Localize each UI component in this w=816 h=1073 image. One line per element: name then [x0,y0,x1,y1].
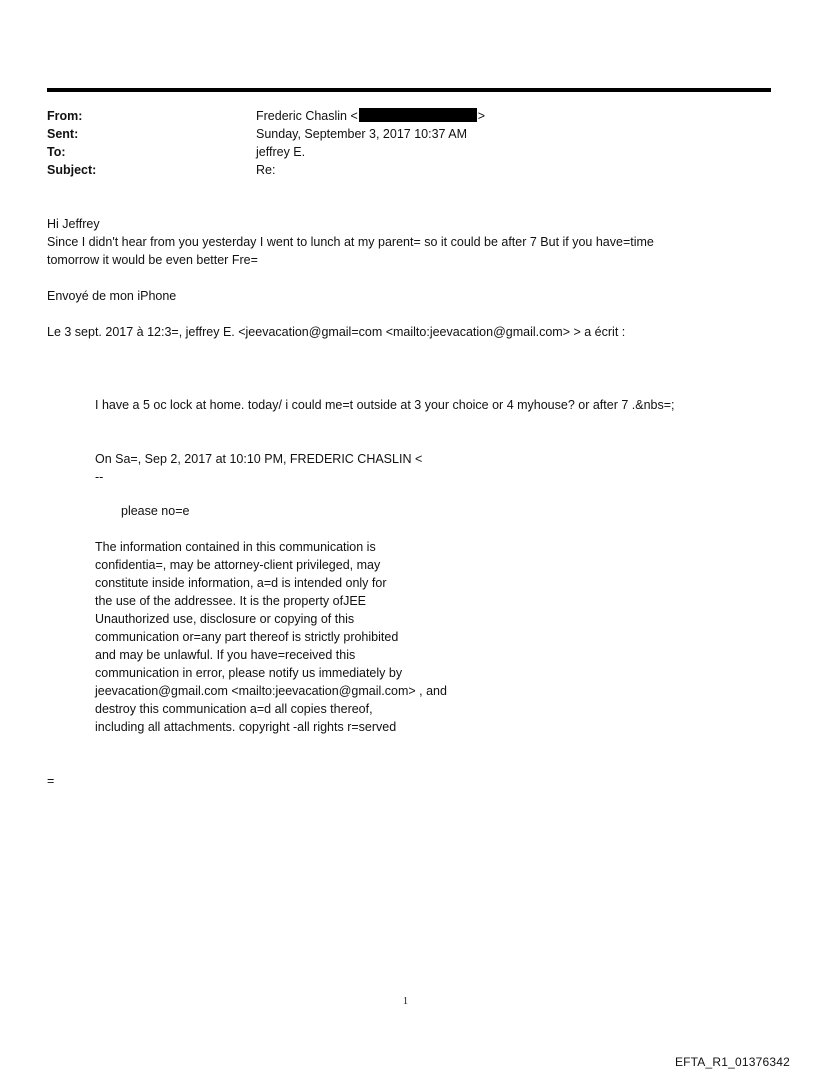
body-line-1: Since I didn't hear from you yesterday I went to lunch at my parent= so it could be after 7 But if you have=time [47,235,654,249]
sent-value: Sunday, September 3, 2017 10:37 AM [256,127,468,141]
from-row [47,107,747,125]
disclaimer-line: communication or=any part thereof is strictly prohibited [95,630,399,644]
reply-text: I have a 5 oc lock at home. today/ i could me=t outside at 3 your choice or 4 myhouse? or after 7 .&nbs=; [95,398,675,412]
to-row [47,143,747,161]
nested-dashes: -- [95,470,104,484]
to-label: To: [47,145,66,159]
from-label: From: [47,109,83,123]
subject-label: Subject: [47,163,97,177]
disclaimer-line: destroy this communication a=d all copies thereof, [95,702,373,716]
greeting: Hi Jeffrey [47,217,100,231]
trailing-equals: = [47,774,55,788]
sent-row [47,125,747,143]
subject-value: Re: [256,163,276,177]
page-number: 1 [403,996,408,1007]
disclaimer-line: the use of the addressee. It is the property ofJEE [95,594,366,608]
disclaimer-line: Unauthorized use, disclosure or copying of this [95,612,355,626]
bates-number: EFTA_R1_01376342 [674,1055,790,1069]
header-rule [47,88,771,92]
disclaimer-line: jeevacation@gmail.com <mailto:jeevacation@gmail.com> , and [95,684,447,698]
nested-note: please no=e [121,504,190,518]
disclaimer-line: including all attachments. copyright -all rights r=served [95,720,397,734]
disclaimer-line: communication in error, please notify us immediately by [95,666,403,680]
signature: Envoyé de mon iPhone [47,289,177,303]
quote-header: Le 3 sept. 2017 à 12:3=, jeffrey E. <jeevacation@gmail=com <mailto:jeevacation@gmail.com> > a écrit : [47,325,626,339]
disclaimer-line: constitute inside information, a=d is intended only for [95,576,387,590]
from-name: Frederic Chaslin < [256,109,358,123]
email-header [47,107,747,179]
disclaimer-line: The information contained in this communication is [95,540,376,554]
redaction-box [359,108,477,122]
from-value [256,107,747,125]
subject-row [47,161,747,179]
from-suffix: > [477,109,486,123]
to-value: jeffrey E. [256,145,306,159]
body-line-2: tomorrow it would be even better Fre= [47,253,258,267]
disclaimer-line: and may be unlawful. If you have=received this [95,648,356,662]
sent-label: Sent: [47,127,79,141]
nested-header: On Sa=, Sep 2, 2017 at 10:10 PM, FREDERIC CHASLIN < [95,452,423,466]
disclaimer-line: confidentia=, may be attorney-client privileged, may [95,558,381,572]
